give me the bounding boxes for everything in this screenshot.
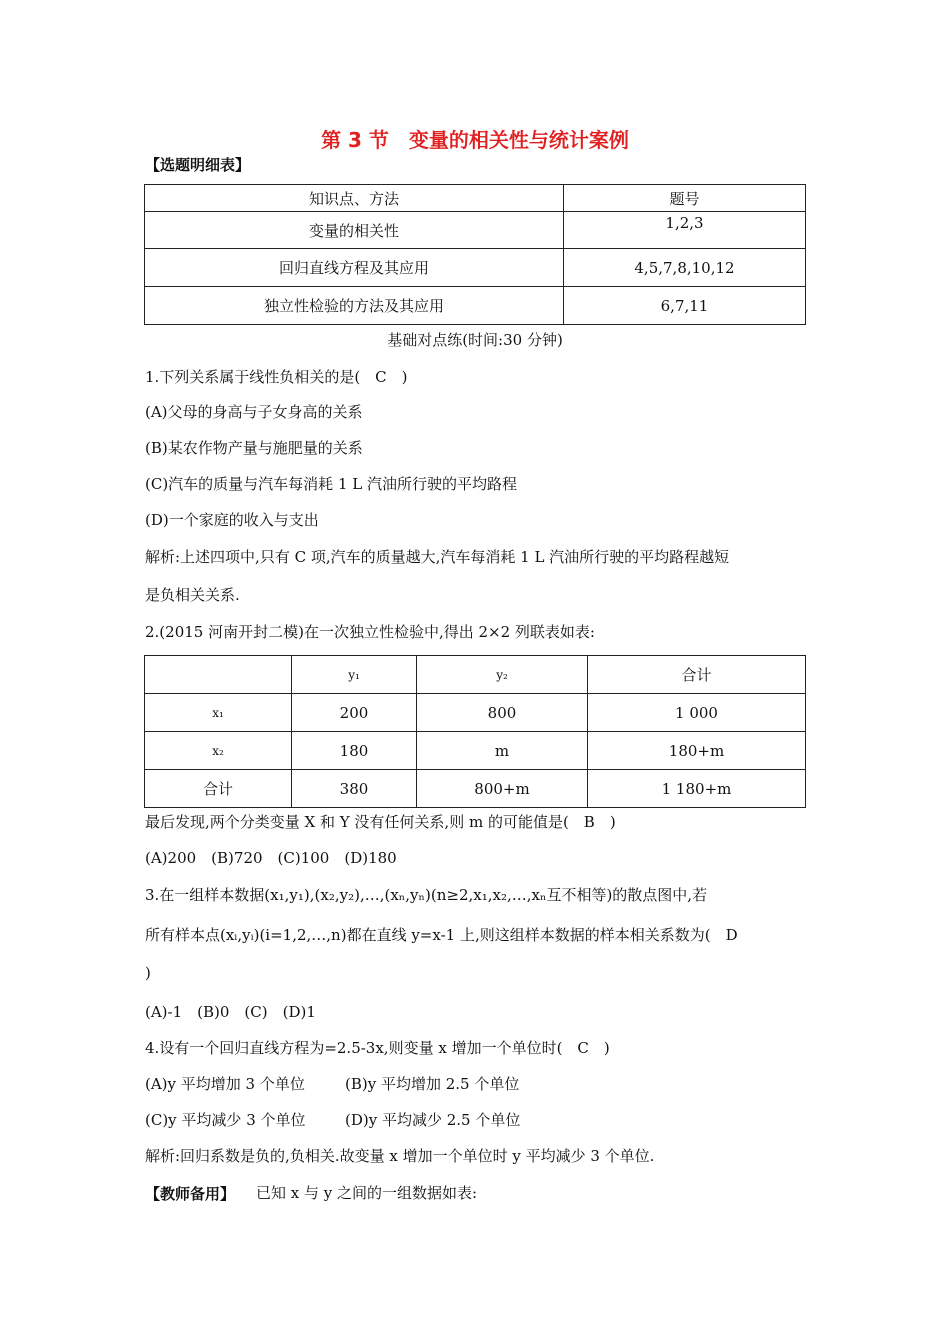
q4-option-d: (D)y 平均减少 2.5 个单位 bbox=[345, 1111, 521, 1129]
teacher-label: 【教师备用】 bbox=[145, 1185, 236, 1203]
numbers-cell: 6,7,11 bbox=[564, 287, 806, 325]
table-row bbox=[145, 287, 806, 325]
q4-stem: 4.设有一个回归直线方程为=2.5-3x,则变量 x 增加一个单位时( C ) bbox=[145, 1039, 610, 1057]
table-cell: 380 bbox=[292, 770, 417, 808]
table-cell: 800+m bbox=[417, 770, 588, 808]
topic-cell: 独立性检验的方法及其应用 bbox=[145, 287, 564, 325]
table-cell: 800 bbox=[417, 694, 588, 732]
topic-cell: 变量的相关性 bbox=[145, 212, 564, 249]
table-row bbox=[145, 770, 806, 808]
table-cell: 1 000 bbox=[588, 694, 806, 732]
header-y1: y₁ bbox=[292, 656, 417, 694]
q3-line3: ) bbox=[145, 964, 151, 982]
q4-analysis: 解析:回归系数是负的,负相关.故变量 x 增加一个单位时 y 平均减少 3 个单位. bbox=[145, 1147, 655, 1165]
q4-option-c: (C)y 平均减少 3 个单位 bbox=[145, 1111, 306, 1129]
table-cell: 200 bbox=[292, 694, 417, 732]
table-row bbox=[145, 694, 806, 732]
q4-option-b: (B)y 平均增加 2.5 个单位 bbox=[345, 1075, 520, 1093]
q1-option-a: (A)父母的身高与子女身高的关系 bbox=[145, 403, 363, 421]
q4-option-a: (A)y 平均增加 3 个单位 bbox=[145, 1075, 305, 1093]
q2-question: 最后发现,两个分类变量 X 和 Y 没有任何关系,则 m 的可能值是( B ) bbox=[145, 813, 616, 831]
header-total: 合计 bbox=[588, 656, 806, 694]
q3-line2: 所有样本点(xᵢ,yᵢ)(i=1,2,…,n)都在直线 y=x-1 上,则这组样本数据的样本相关系数为( D bbox=[145, 926, 738, 944]
header-question-numbers: 题号 bbox=[564, 185, 806, 212]
q3-line1: 3.在一组样本数据(x₁,y₁),(x₂,y₂),…,(xₙ,yₙ)(n≥2,x₁,x₂,…,xₙ互不相等)的散点图中,若 bbox=[145, 886, 708, 904]
table-row bbox=[145, 212, 806, 249]
topic-cell: 回归直线方程及其应用 bbox=[145, 249, 564, 287]
table-cell: 180 bbox=[292, 732, 417, 770]
table-row bbox=[145, 249, 806, 287]
table-cell: 1 180+m bbox=[588, 770, 806, 808]
row-label-total: 合计 bbox=[145, 770, 292, 808]
page-title: 第 3 节 变量的相关性与统计案例 bbox=[321, 128, 629, 152]
q1-option-d: (D)一个家庭的收入与支出 bbox=[145, 511, 319, 529]
contingency-table bbox=[144, 655, 806, 808]
q2-stem: 2.(2015 河南开封二模)在一次独立性检验中,得出 2×2 列联表如表: bbox=[145, 623, 595, 641]
selection-table-label: 【选题明细表】 bbox=[145, 156, 251, 174]
teacher-text: 已知 x 与 y 之间的一组数据如表: bbox=[256, 1184, 478, 1202]
q2-options: (A)200 (B)720 (C)100 (D)180 bbox=[145, 849, 397, 867]
table-cell: m bbox=[417, 732, 588, 770]
header-topic: 知识点、方法 bbox=[145, 185, 564, 212]
section-heading: 基础对点练(时间:30 分钟) bbox=[387, 331, 563, 349]
q1-option-b: (B)某农作物产量与施肥量的关系 bbox=[145, 439, 363, 457]
table-cell: 180+m bbox=[588, 732, 806, 770]
table-row bbox=[145, 732, 806, 770]
row-label-x2: x₂ bbox=[145, 732, 292, 770]
topic-table bbox=[144, 184, 806, 325]
corner-cell bbox=[145, 656, 292, 694]
row-label-x1: x₁ bbox=[145, 694, 292, 732]
numbers-cell: 4,5,7,8,10,12 bbox=[564, 249, 806, 287]
q1-analysis-line2: 是负相关关系. bbox=[145, 586, 240, 604]
header-y2: y₂ bbox=[417, 656, 588, 694]
q1-option-c: (C)汽车的质量与汽车每消耗 1 L 汽油所行驶的平均路程 bbox=[145, 475, 517, 493]
numbers-cell: 1,2,3 bbox=[564, 212, 806, 249]
q1-analysis-line1: 解析:上述四项中,只有 C 项,汽车的质量越大,汽车每消耗 1 L 汽油所行驶的平均路程越短 bbox=[145, 548, 730, 566]
q3-options: (A)-1 (B)0 (C) (D)1 bbox=[145, 1003, 316, 1021]
table-header-row bbox=[145, 185, 806, 212]
q1-stem: 1.下列关系属于线性负相关的是( C ) bbox=[145, 368, 408, 386]
table-header-row bbox=[145, 656, 806, 694]
